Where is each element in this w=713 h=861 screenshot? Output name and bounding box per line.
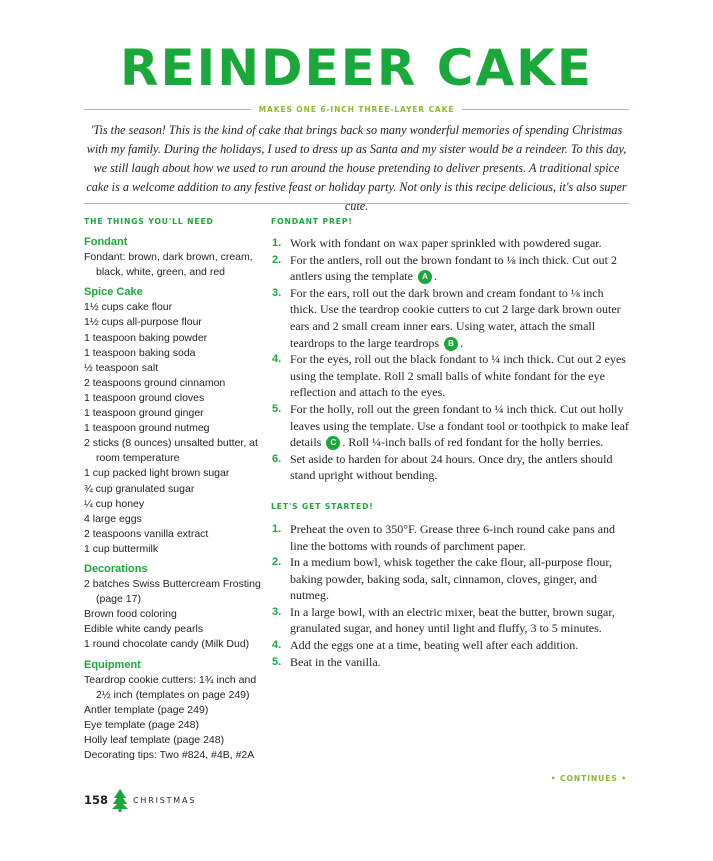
ingredient-item: 1 cup packed light brown sugar: [84, 467, 230, 480]
ingredients-column: [84, 215, 262, 763]
step: [271, 654, 631, 671]
page-footer: [84, 788, 196, 812]
ingredient-item: ½ teaspoon salt: [84, 361, 159, 374]
ingredient-item: ¼ cup honey: [84, 497, 145, 510]
figure-badge-c: C: [326, 436, 340, 450]
step: [271, 604, 631, 637]
step: [271, 451, 631, 484]
step-text-end: .: [433, 269, 437, 284]
ingredient-item: Edible white candy pearls: [84, 623, 204, 636]
equipment-item: Antler template (page 249): [84, 703, 209, 716]
yield-text: MAKES ONE 6-INCH THREE-LAYER CAKE: [258, 104, 455, 114]
ingredient-item: 1 round chocolate candy (Milk Dud): [84, 638, 250, 651]
step-number: 4.: [272, 639, 282, 652]
page-number: 158: [84, 793, 109, 807]
figure-badge-b: B: [444, 337, 458, 351]
step-number: 5.: [272, 402, 282, 415]
recipe-title: REINDEER CAKE: [119, 39, 594, 97]
fondant-prep-steps: [271, 235, 631, 484]
instructions-column: [271, 215, 631, 670]
ingredient-item: 1 teaspoon ground ginger: [84, 407, 204, 420]
ingredient-item: 1 cup buttermilk: [84, 542, 159, 555]
christmas-tree-icon: [112, 788, 128, 812]
step-number: 3.: [272, 605, 282, 618]
step-text: Beat in the vanilla.: [290, 654, 381, 669]
step-text: For the eyes, roll out the black fondant to ¼ inch thick. Cut out 2 eyes using the template. Roll 2 small balls of white fondant for the eye reflection and attach to the eyes.: [290, 352, 626, 400]
ingredient-item: 1½ cups all-purpose flour: [84, 316, 202, 329]
fondant-subheader: Fondant: [84, 236, 128, 248]
step: [271, 235, 631, 252]
step: [271, 401, 631, 451]
step-text: For the ears, roll out the dark brown and cream fondant to ⅛ inch thick. Use the teardrop cookie cutters to cut 2 large dark brown outer ears and 2 small cream inner ears. Using water, attach the small teardrops to the large teardrops: [290, 285, 621, 350]
step-number: 1.: [272, 522, 282, 535]
equipment-item: Eye template (page 248): [84, 718, 199, 731]
step-number: 1.: [272, 237, 282, 249]
yield-rule-left: [84, 109, 251, 110]
equipment-item: Teardrop cookie cutters: 1¾ inch and 2½ inch (templates on page 249): [84, 673, 257, 701]
equipment-item: Holly leaf template (page 248): [84, 734, 225, 746]
ingredient-item: Brown food coloring: [84, 608, 177, 621]
ingredient-item: 1½ cups cake flour: [84, 301, 173, 314]
get-started-steps: [271, 521, 631, 670]
yield-banner: [84, 102, 629, 116]
step-text: Set aside to harden for about 24 hours. Once dry, the antlers should stand upright without bending.: [290, 451, 613, 483]
ingredient-item: 2 sticks (8 ounces) unsalted butter, at room temperature: [84, 437, 258, 465]
ingredient-item: 4 large eggs: [84, 512, 142, 525]
step: [271, 554, 631, 604]
step-number: 6.: [272, 452, 282, 465]
ingredient-item: Fondant: brown, dark brown, cream, black, white, green, and red: [84, 251, 253, 279]
equipment-item: Decorating tips: Two #824, #4B, #2A: [84, 749, 255, 762]
ingredient-item: ¾ cup granulated sugar: [84, 482, 195, 495]
intro-paragraph: 'Tis the season! This is the kind of cake that brings back so many wonderful memories of spending Christmas with my family. During the holidays, I used to dress up as Santa and my sister would be a reindeer. To this day, we still laugh about how we used to run around the house pretending to deliver presents. A traditional spice cake is a welcome addition to any festive feast or holiday party. Not only is this recipe delicious, it's also super cute.: [86, 123, 627, 213]
step-text-end: . Roll ¼-inch balls of red fondant for the holly berries.: [342, 435, 604, 450]
step: [271, 637, 631, 654]
step-number: 4.: [272, 353, 282, 366]
step-number: 2.: [272, 556, 282, 569]
step: [271, 252, 631, 285]
section-name: CHRISTMAS: [133, 795, 197, 805]
step-number: 2.: [272, 253, 282, 266]
step-text-end: .: [460, 335, 464, 350]
step-text: In a medium bowl, whisk together the cake flour, all-purpose flour, baking powder, baking soda, salt, cinnamon, cloves, ginger, and nutmeg.: [290, 555, 612, 603]
ingredient-item: 1 teaspoon ground cloves: [84, 391, 205, 404]
continues-label: • CONTINUES •: [550, 774, 627, 783]
ingredient-item: 1 teaspoon ground nutmeg: [84, 422, 210, 435]
step: [271, 351, 631, 401]
spice-cake-subheader: Spice Cake: [84, 286, 143, 299]
step: [271, 521, 631, 554]
step: [271, 285, 631, 351]
step-text: Add the eggs one at a time, beating well after each addition.: [290, 638, 579, 653]
ingredients-header: THE THINGS YOU'LL NEED: [84, 217, 214, 226]
step-text: In a large bowl, with an electric mixer, beat the butter, brown sugar, granulated sugar, and honey until light and fluffy, 3 to 5 minutes.: [290, 604, 615, 636]
ingredient-item: 1 teaspoon baking powder: [84, 331, 208, 344]
get-started-header: LET'S GET STARTED!: [271, 501, 374, 511]
section-divider: [84, 203, 629, 204]
yield-rule-right: [462, 109, 629, 110]
figure-badge-a: A: [418, 270, 432, 284]
step-text: For the antlers, roll out the brown fondant to ⅛ inch thick. Cut out 2 antlers using the template: [290, 252, 617, 284]
ingredient-item: 1 teaspoon baking soda: [84, 346, 196, 359]
ingredient-item: 2 teaspoons vanilla extract: [84, 527, 209, 540]
fondant-prep-header: FONDANT PREP!: [271, 217, 353, 226]
equipment-subheader: Equipment: [84, 658, 141, 671]
step-number: 5.: [272, 655, 282, 668]
step-text: Work with fondant on wax paper sprinkled with powdered sugar.: [290, 236, 602, 250]
ingredient-item: 2 teaspoons ground cinnamon: [84, 376, 226, 389]
ingredient-item: 2 batches Swiss Buttercream Frosting (page 17): [84, 578, 261, 606]
step-text: For the holly, roll out the green fondant to ¼ inch thick. Cut out holly leaves using the template. Use a fondant tool or toothpick to make leaf details: [290, 401, 629, 450]
decorations-subheader: Decorations: [84, 562, 148, 575]
step-number: 3.: [272, 286, 282, 299]
step-text: Preheat the oven to 350°F. Grease three 6-inch round cake pans and line the bottoms with rounds of parchment paper.: [290, 521, 616, 553]
